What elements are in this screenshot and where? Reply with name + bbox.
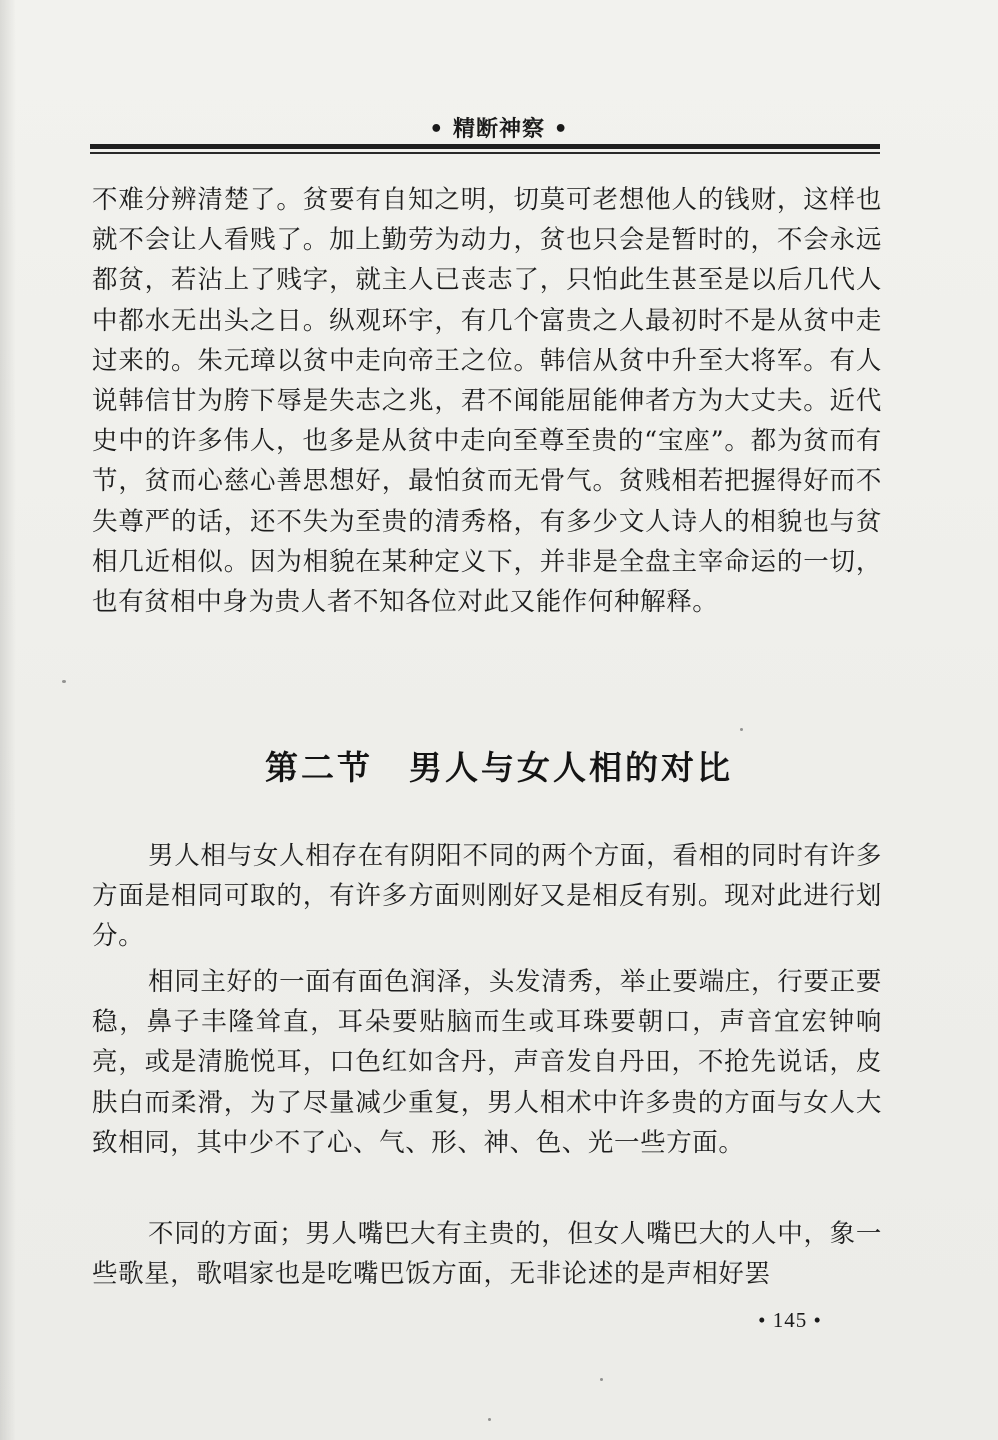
page-number: • 145 • [758, 1308, 822, 1332]
paper-speck [740, 728, 743, 731]
header-rule [90, 144, 880, 154]
body-paragraph-3: 相同主好的一面有面色润泽，头发清秀，举止要端庄，行要正要稳，鼻子丰隆耸直，耳朵要贴脑而生或耳珠要朝口，声音宜宏钟响亮，或是清脆悦耳，口色红如含丹，声音发自丹田，不抢先说话，皮肤白而柔滑，为了尽量减少重复，男人相术中许多贵的方面与女人大致相同，其中少不了心、气、形、神、色、光一些方面。 [92, 967, 882, 1158]
header-rule-thin [90, 152, 880, 154]
section-heading: 第二节 男人与女人相的对比 [265, 748, 733, 787]
paper-speck [600, 1378, 603, 1381]
header-rule-thick [90, 144, 880, 149]
paper-speck [62, 680, 66, 683]
page-edge-shadow [0, 0, 16, 1440]
paper-speck [488, 1418, 491, 1421]
body-paragraph-4: 不同的方面；男人嘴巴大有主贵的，但女人嘴巴大的人中，象一些歌星，歌唱家也是吃嘴巴饭方面，无非论述的是声相好罢 [92, 1219, 882, 1290]
body-paragraph-1: 不难分辨清楚了。贫要有自知之明，切莫可老想他人的钱财，这样也就不会让人看贱了。加上勤劳为动力，贫也只会是暂时的，不会永远都贫，若沾上了贱字，就主人已丧志了，只怕此生甚至是以后几代人中都水无出头之日。纵观环宇，有几个富贵之人最初时不是从贫中走过来的。朱元璋以贫中走向帝王之位。韩信从贫中升至大将军。有人说韩信甘为胯下辱是失志之兆，君不闻能屈能伸者方为大丈夫。近代史中的许多伟人，也多是从贫中走向至尊至贵的“宝座”。都为贫而有节，贫而心慈心善思想好，最怕贫而无骨气。贫贱相若把握得好而不失尊严的话，还不失为至贵的清秀格，有多少文人诗人的相貌也与贫相几近相似。因为相貌在某种定义下，并非是全盘主宰命运的一切，也有贫相中身为贵人者不知各位对此又能作何种解释。 [92, 185, 882, 618]
body-paragraph-2: 男人相与女人相存在有阴阳不同的两个方面，看相的同时有许多方面是相同可取的，有许多方面则刚好又是相反有别。现对此进行划分。 [92, 841, 882, 952]
running-header: • 精断神察 • [429, 117, 569, 142]
